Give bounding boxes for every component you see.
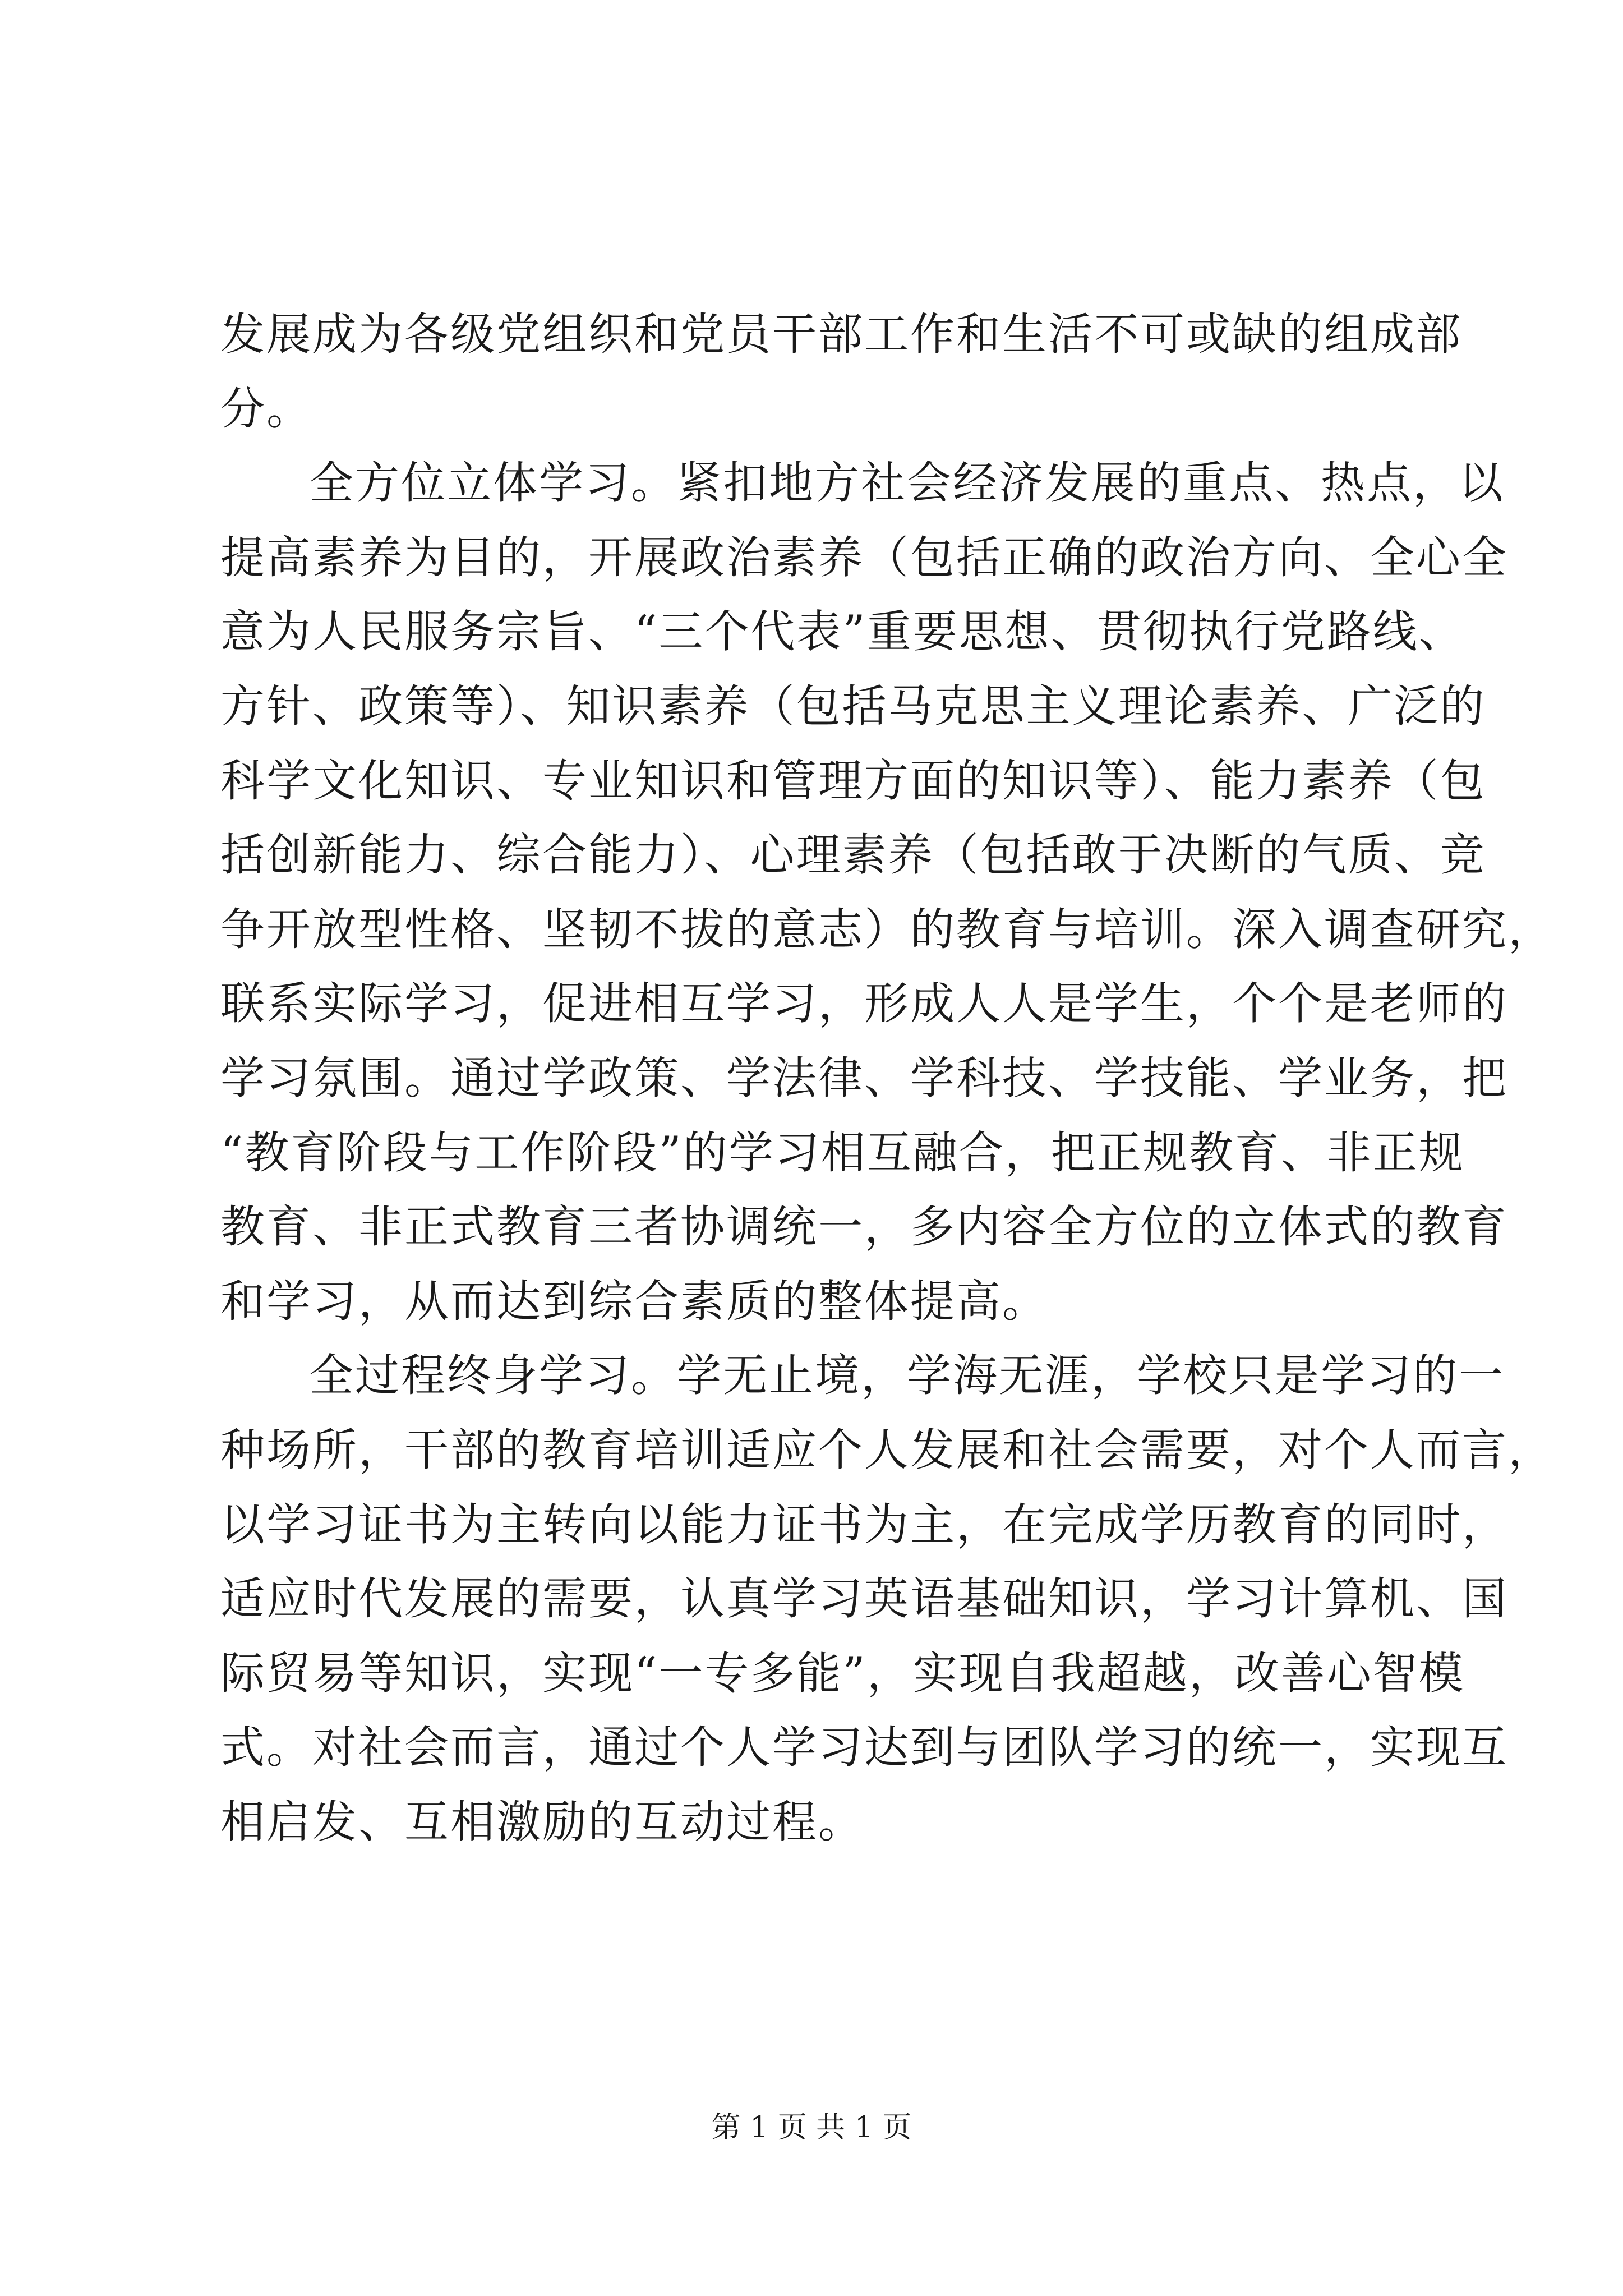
text-line: 种场所，干部的教育培训适应个人发展和社会需要，对个人而言， [220, 1424, 1554, 1476]
text-line: 以学习证书为主转向以能力证书为主，在完成学历教育的同时， [220, 1498, 1508, 1550]
text-line: 方针、政策等）、知识素养（包括马克思主义理论素养、广泛的 [220, 680, 1486, 732]
text-line: 教育、非正式教育三者协调统一，多内容全方位的立体式的教育 [220, 1201, 1508, 1253]
text-line: 括创新能力、综合能力）、心理素养（包括敢于决断的气质、竞 [220, 829, 1486, 881]
text-line: 全方位立体学习。紧扣地方社会经济发展的重点、热点，以 [309, 457, 1505, 509]
page-footer: 第 1 页 共 1 页 [711, 2111, 912, 2145]
text-line: 联系实际学习，促进相互学习，形成人人是学生，个个是老师的 [220, 978, 1508, 1030]
text-line: 科学文化知识、专业知识和管理方面的知识等）、能力素养（包 [220, 754, 1486, 807]
text-line: 争开放型性格、坚韧不拔的意志）的教育与培训。深入调查研究， [220, 903, 1554, 955]
text-line: “教育阶段与工作阶段”的学习相互融合，把正规教育、非正规 [220, 1126, 1465, 1179]
text-line: 和学习，从而达到综合素质的整体提高。 [220, 1275, 1048, 1327]
text-line: 学习氛围。通过学政策、学法律、学科技、学技能、学业务，把 [220, 1052, 1508, 1104]
text-line: 分。 [220, 383, 312, 435]
text-line: 适应时代发展的需要，认真学习英语基础知识，学习计算机、国 [220, 1573, 1508, 1625]
body-text [220, 297, 1554, 1859]
text-line: 式。对社会而言，通过个人学习达到与团队学习的统一，实现互 [220, 1722, 1508, 1774]
text-line: 全过程终身学习。学无止境，学海无涯，学校只是学习的一 [309, 1350, 1505, 1402]
text-line: 提高素养为目的，开展政治素养（包括正确的政治方向、全心全 [220, 531, 1508, 583]
text-line: 发展成为各级党组织和党员干部工作和生活不可或缺的组成部 [220, 309, 1462, 360]
text-line: 际贸易等知识，实现“一专多能”，实现自我超越，改善心智模 [220, 1647, 1465, 1699]
text-line: 相启发、互相激励的互动过程。 [220, 1796, 864, 1848]
text-line: 意为人民服务宗旨、“三个代表”重要思想、贯彻执行党路线、 [220, 606, 1465, 658]
